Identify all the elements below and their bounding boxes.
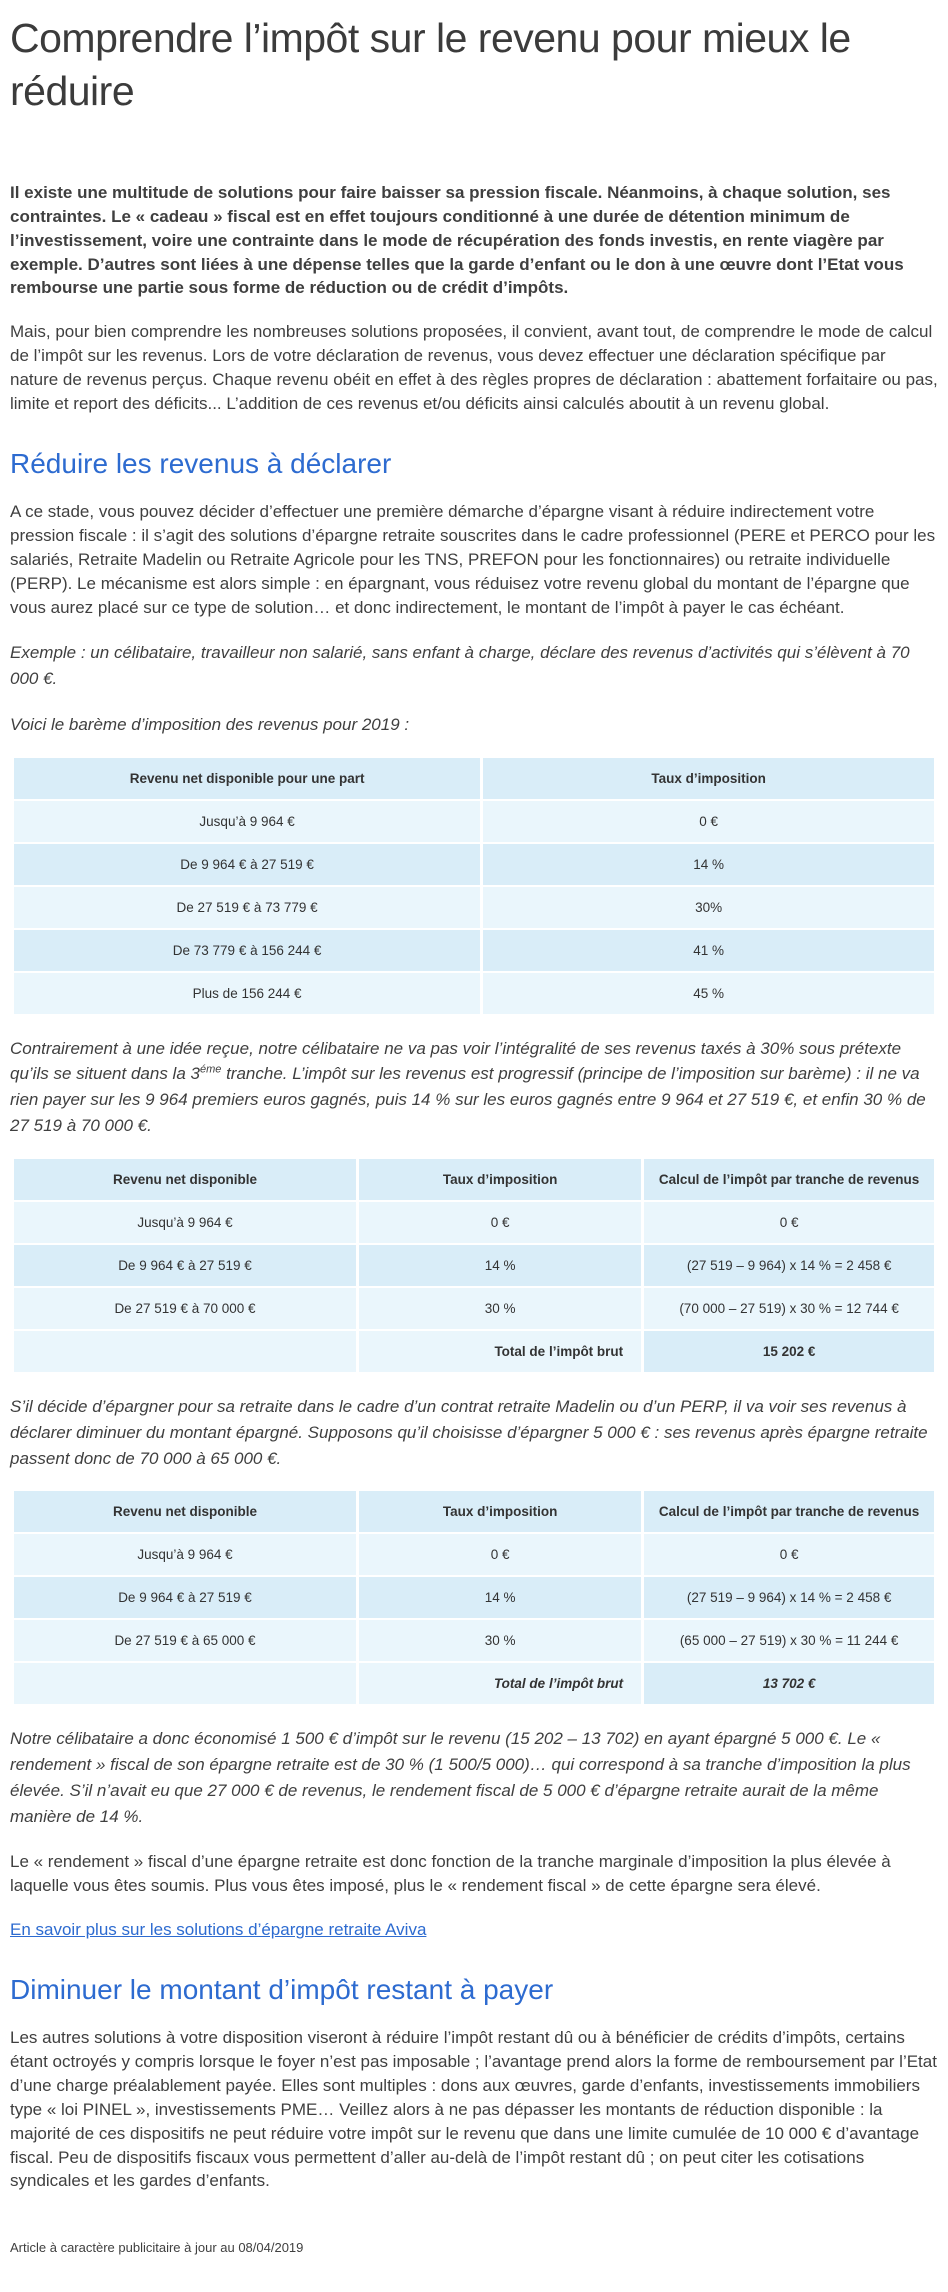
table-row bbox=[14, 801, 934, 844]
column-header: Revenu net disponible pour une part bbox=[14, 758, 483, 801]
paragraph-madelin-perp: S’il décide d’épargner pour sa retraite dans le cadre d’un contrat retraite Madelin ou d’un PERP, il va voir ses revenus à déclarer diminuer du montant épargné. Supposons qu’il choisisse d’épargner 5 000 € : ses revenus après épargne retraite passent donc de 70 000 à 65 000 €. bbox=[10, 1396, 928, 1468]
column-header: Taux d’imposition bbox=[483, 758, 934, 801]
paragraph-autres-solutions: Les autres solutions à votre disposition viseront à réduire l’impôt restant dû ou à bénéficier de crédits d’impôts, certains étant octroyés y compris lorsque le foyer n’est pas imposable ; l’avantage prend alors la forme de remboursement par l’Etat d’une charge préalablement payée. Elles sont multiples : dons aux œuvres, garde d’enfants, investissements immobiliers type « loi PINEL », investissements PME… Veillez alors à ne pas dépasser les montants de réduction disponible : la majorité de ces dispositifs ne peut réduire votre impôt sur le revenu que dans une limite cumulée de 10 000 € d’avantage fiscal. Peu de dispositifs fiscaux vous permettent d’aller au-delà de l’impôt restant dû ; on peut citer les cotisations syndicales et les gardes d’enfants. bbox=[10, 2027, 937, 2191]
total-label: Total de l’impôt brut bbox=[359, 1663, 644, 1706]
table-cell: De 27 519 € à 65 000 € bbox=[14, 1620, 359, 1663]
table-cell bbox=[14, 1331, 359, 1374]
page-title: Comprendre l’impôt sur le revenu pour mieux le réduire bbox=[10, 15, 851, 115]
column-header: Taux d’imposition bbox=[359, 1159, 644, 1202]
table-cell: De 27 519 € à 70 000 € bbox=[14, 1288, 359, 1331]
table-cell: 41 % bbox=[483, 930, 934, 973]
table-cell: Jusqu’à 9 964 € bbox=[14, 1534, 359, 1577]
table-header-row bbox=[14, 1491, 934, 1534]
calcul-impot-65000-table bbox=[14, 1491, 934, 1706]
link-paragraph bbox=[10, 1918, 938, 1942]
table-cell: 14 % bbox=[359, 1245, 644, 1288]
total-value: 15 202 € bbox=[644, 1331, 934, 1374]
total-label: Total de l’impôt brut bbox=[359, 1331, 644, 1374]
paragraph-rendement: Le « rendement » fiscal d’une épargne retraite est donc fonction de la tranche marginale d’imposition la plus élevée à laquelle vous êtes soumis. Plus vous êtes imposé, plus le « rendement fiscal » de cette épargne sera élevé. bbox=[10, 1851, 891, 1895]
superscript-ordinal: éme bbox=[199, 1063, 222, 1076]
table-cell: De 9 964 € à 27 519 € bbox=[14, 1245, 359, 1288]
footer-note: Article à caractère publicitaire à jour au 08/04/2019 bbox=[10, 2240, 304, 2256]
column-header: Taux d’imposition bbox=[359, 1491, 644, 1534]
paragraph-epargne-retraite: A ce stade, vous pouvez décider d’effectuer une première démarche d’épargne visant à réduire indirectement votre pression fiscale : il s’agit des solutions d’épargne retraite souscrites dans le cadre professionnel (PERE et PERCO pour les salariés, Retraite Madelin ou Retraite Agricole pour les TNS, PREFON pour les fonctionnaires) ou retraite individuelle (PERP). Le mécanisme est alors simple : en épargnant, vous réduisez votre revenu global du montant de l’épargne que vous aurez placé sur ce type de solution… et donc indirectement, le montant de l’impôt à payer le cas échéant. bbox=[10, 502, 936, 618]
table-cell: 0 € bbox=[644, 1534, 934, 1577]
table-row bbox=[14, 1534, 934, 1577]
intro-paragraph: Il existe une multitude de solutions pour faire baisser sa pression fiscale. Néanmoins, à chaque solution, ses contraintes. Le « cadeau » fiscal est en effet toujours conditionné à une durée de détention minimum de l’investissement, voire une contrainte dans le mode de récupération des fonds investis, en rente viagère par exemple. D’autres sont liées à une dépense telles que la garde d’enfant ou le don à une œuvre dont l’Etat vous rembourse une partie sous forme de réduction ou de crédit d’impôts. bbox=[10, 182, 904, 298]
table-cell: 0 € bbox=[359, 1202, 644, 1245]
table-cell: Jusqu’à 9 964 € bbox=[14, 801, 483, 844]
table-cell: De 73 779 € à 156 244 € bbox=[14, 930, 483, 973]
table-header-row bbox=[14, 1159, 934, 1202]
paragraph-economie: Notre célibataire a donc économisé 1 500 € d’impôt sur le revenu (15 202 – 13 702) en ayant épargné 5 000 €. Le « rendement » fiscal de son épargne retraite est de 30 % (1 500/5 000)… qui correspond à sa tranche d’imposition la plus élevée. S’il n’avait eu que 27 000 € de revenus, le rendement fiscal de 5 000 € d’épargne retraite aurait de la même manière de 14 %. bbox=[10, 1729, 911, 1826]
table-row bbox=[14, 887, 934, 930]
text-segment: Contrairement à une idée reçue, notre célibataire ne va pas voir l’intégralité de ses revenus taxés à 30% sous prétexte qu’ils se situent dans la 3 bbox=[10, 1038, 902, 1084]
table-row bbox=[14, 1245, 934, 1288]
table-cell: (27 519 – 9 964) x 14 % = 2 458 € bbox=[644, 1577, 934, 1620]
table-cell: De 9 964 € à 27 519 € bbox=[14, 844, 483, 887]
text-segment: tranche. L’impôt sur les revenus est progressif (principe de l’imposition sur barème) : il ne va rien payer sur les 9 964 premiers euros gagnés, puis 14 % sur les euros gagnés entre 9 964 et 27 519 €, et enfin 30 % de 27 519 à 70 000 €. bbox=[10, 1064, 926, 1136]
table-row bbox=[14, 1620, 934, 1663]
column-header: Calcul de l’impôt par tranche de revenus bbox=[644, 1491, 934, 1534]
table-cell: 30% bbox=[483, 887, 934, 930]
table-cell: (65 000 – 27 519) x 30 % = 11 244 € bbox=[644, 1620, 934, 1663]
table-cell bbox=[14, 1663, 359, 1706]
section-heading-diminuer-impot: Diminuer le montant d’impôt restant à payer bbox=[10, 1973, 554, 2005]
table-cell: 0 € bbox=[359, 1534, 644, 1577]
table-cell: 0 € bbox=[483, 801, 934, 844]
table-cell: 30 % bbox=[359, 1288, 644, 1331]
table-cell: 0 € bbox=[644, 1202, 934, 1245]
bareme-caption: Voici le barème d’imposition des revenus pour 2019 : bbox=[10, 714, 410, 734]
table-row bbox=[14, 930, 934, 973]
table-cell: 30 % bbox=[359, 1620, 644, 1663]
total-row bbox=[14, 1663, 934, 1706]
table-cell: 45 % bbox=[483, 973, 934, 1016]
total-value: 13 702 € bbox=[644, 1663, 934, 1706]
table-cell: 14 % bbox=[359, 1577, 644, 1620]
table-row bbox=[14, 1577, 934, 1620]
table-row bbox=[14, 1288, 934, 1331]
bareme-2019-table bbox=[14, 758, 934, 1016]
table-header-row bbox=[14, 758, 934, 801]
example-paragraph: Exemple : un célibataire, travailleur non salarié, sans enfant à charge, déclare des revenus d’activités qui s’élèvent à 70 000 €. bbox=[10, 643, 910, 688]
table-row bbox=[14, 1202, 934, 1245]
section-heading-reduire-revenus: Réduire les revenus à déclarer bbox=[10, 448, 392, 480]
table-row bbox=[14, 973, 934, 1016]
paragraph-mode-calcul: Mais, pour bien comprendre les nombreuses solutions proposées, il convient, avant tout, de comprendre le mode de calcul de l’impôt sur les revenus. Lors de votre déclaration de revenus, vous devez effectuer une déclaration spécifique par nature de revenus perçus. Chaque revenu obéit en effet à des règles propres de déclaration : abattement forfaitaire ou pas, limite et report des déficits... L’addition de ces revenus et/ou déficits ainsi calculés aboutit à un revenu global. bbox=[10, 322, 938, 414]
table-cell: De 27 519 € à 73 779 € bbox=[14, 887, 483, 930]
table-row bbox=[14, 844, 934, 887]
table-cell: Jusqu’à 9 964 € bbox=[14, 1202, 359, 1245]
table-cell: De 9 964 € à 27 519 € bbox=[14, 1577, 359, 1620]
column-header: Revenu net disponible bbox=[14, 1159, 359, 1202]
calcul-impot-70000-table bbox=[14, 1159, 934, 1374]
column-header: Calcul de l’impôt par tranche de revenus bbox=[644, 1159, 934, 1202]
table-cell: Plus de 156 244 € bbox=[14, 973, 483, 1016]
column-header: Revenu net disponible bbox=[14, 1491, 359, 1534]
aviva-retirement-link[interactable]: En savoir plus sur les solutions d’épargne retraite Aviva bbox=[10, 1919, 427, 1939]
paragraph-progressif bbox=[10, 1036, 938, 1139]
table-cell: 14 % bbox=[483, 844, 934, 887]
table-cell: (70 000 – 27 519) x 30 % = 12 744 € bbox=[644, 1288, 934, 1331]
table-cell: (27 519 – 9 964) x 14 % = 2 458 € bbox=[644, 1245, 934, 1288]
total-row bbox=[14, 1331, 934, 1374]
